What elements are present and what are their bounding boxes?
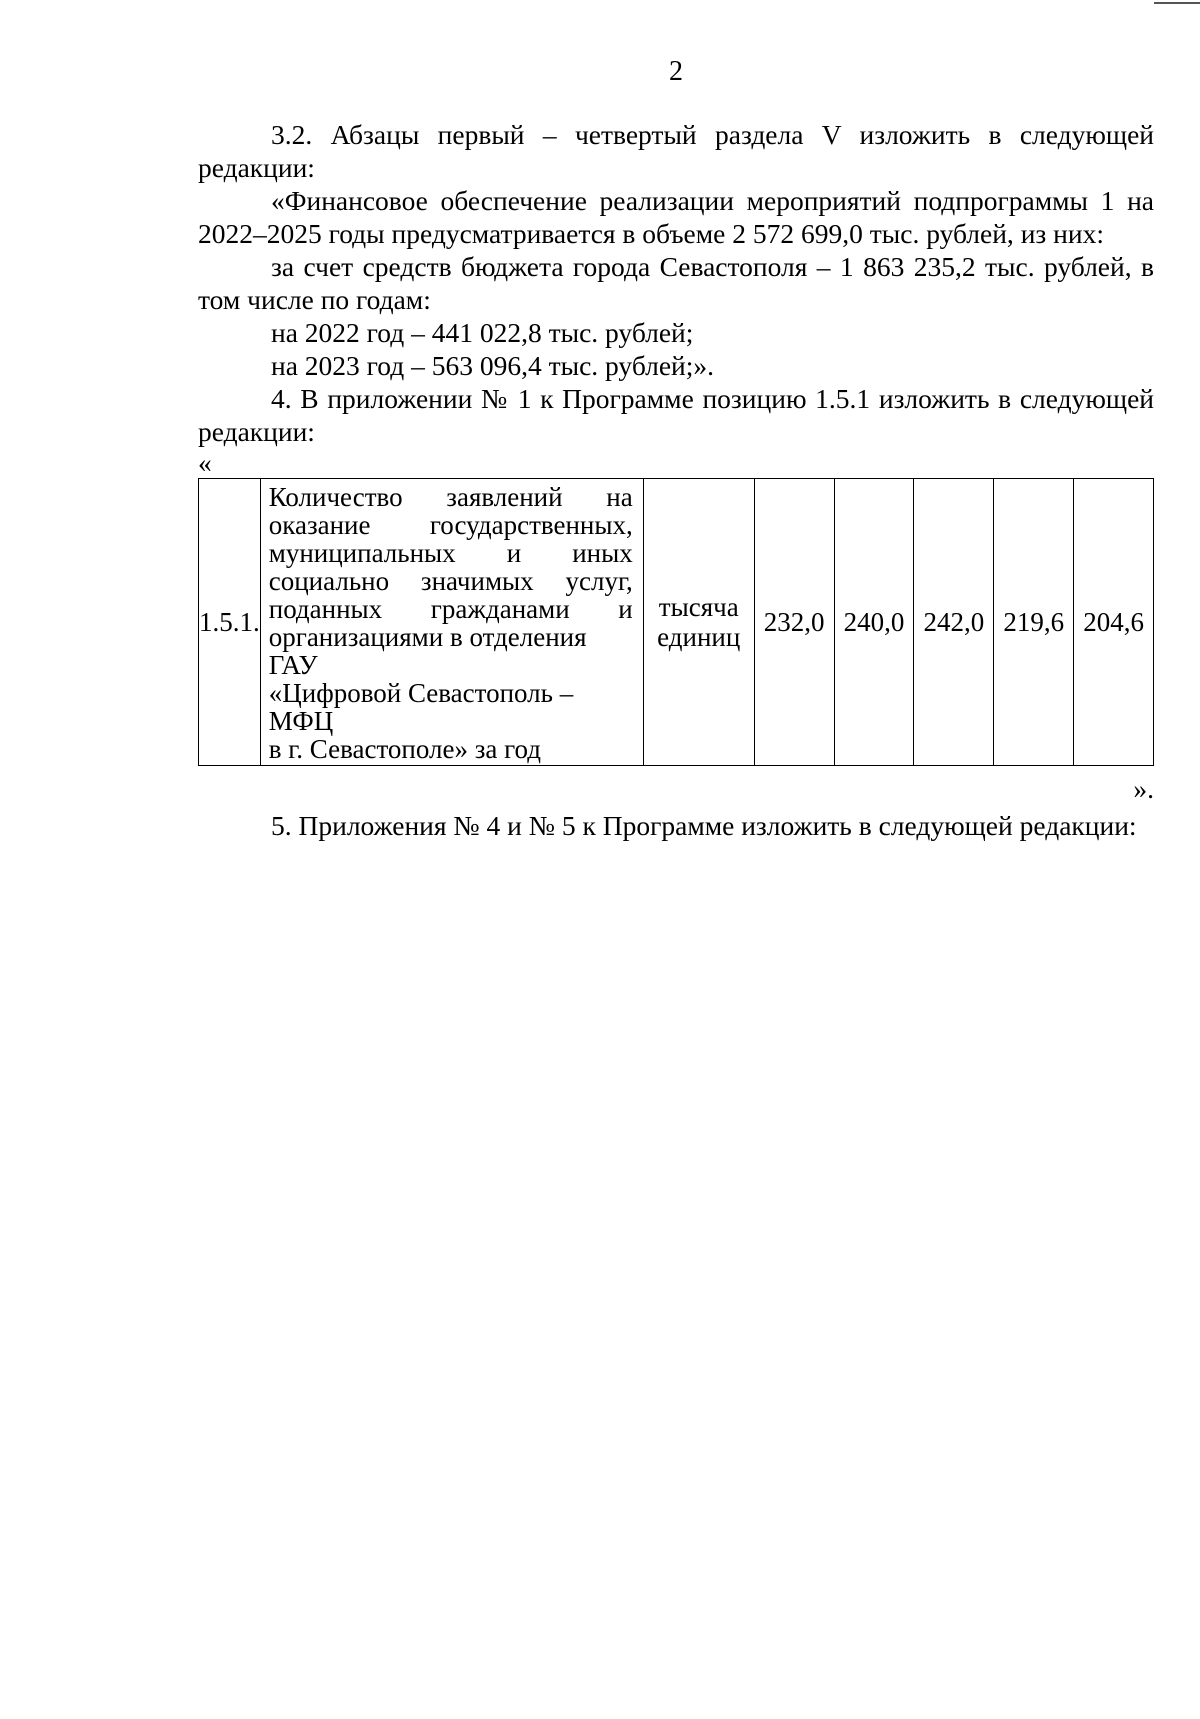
row-name-word: заявлений [446, 482, 563, 512]
row-name-line [269, 735, 633, 763]
indicator-table [198, 478, 1154, 766]
row-value-4: 219,6 [994, 479, 1074, 766]
row-name-word: иных [572, 538, 633, 568]
row-name-word: и [618, 594, 633, 624]
row-name-line [269, 623, 633, 679]
paragraph-budget [198, 250, 1154, 316]
row-name-word: Количество [268, 482, 403, 512]
row-name-line [269, 595, 633, 623]
paragraph-3-2 [198, 118, 1154, 184]
row-unit [643, 479, 754, 766]
row-name-line [269, 483, 633, 511]
paragraph-budget-line1: за счет средств бюджета города Севастополя – 1 863 235,2 тыс. рублей, [271, 251, 1132, 282]
row-value-1: 232,0 [754, 479, 834, 766]
row-name [260, 479, 643, 766]
row-name-word: государственных, [429, 510, 633, 540]
row-name-line [269, 539, 633, 567]
row-name-word: оказание [268, 510, 371, 540]
row-name-text [261, 479, 643, 765]
row-unit-line1: тысяча [658, 592, 739, 622]
row-number: 1.5.1. [199, 479, 261, 766]
table-row [199, 479, 1154, 766]
paragraph-5-line2: редакции: [1019, 810, 1137, 841]
document-body [198, 118, 1154, 842]
paragraph-4 [198, 382, 1154, 448]
paragraph-5-line1: 5. Приложения № 4 и № 5 к Программе изложить в следующей [271, 810, 1013, 841]
row-value-3: 242,0 [914, 479, 994, 766]
row-name-line [269, 567, 633, 595]
row-name-word: поданных [268, 594, 383, 624]
row-name-word: и [506, 538, 522, 568]
row-name-word: значимых [420, 566, 534, 596]
paragraph-budget-line2: в том числе по годам: [198, 251, 1154, 315]
paragraph-5 [198, 809, 1154, 842]
row-name-word: организациями в отделения ГАУ [268, 622, 587, 680]
row-name-word: «Цифровой Севастополь – МФЦ [268, 678, 574, 736]
row-name-word: гражданами [430, 594, 570, 624]
page-number: 2 [669, 56, 683, 87]
paragraph-financing-line2: на 2022–2025 годы предусматривается в объеме 2 572 699,0 тыс. рублей, [198, 185, 1154, 249]
paragraph-financing-line1: «Финансовое обеспечение реализации мероприятий подпрограммы 1 [271, 185, 1115, 216]
row-name-word: социально [268, 566, 390, 596]
row-value-2: 240,0 [834, 479, 914, 766]
quote-open: « [198, 447, 212, 478]
row-name-word: на [606, 482, 633, 512]
year-2022-line: на 2022 год – 441 022,8 тыс. рублей; [271, 317, 694, 348]
row-unit-line2: единиц [657, 622, 741, 652]
paragraph-3-2-line1: 3.2. Абзацы первый – четвертый раздела V изложить в следующей [271, 119, 1154, 150]
row-name-line [269, 679, 633, 735]
paragraph-financing-line3: из них: [1020, 218, 1104, 249]
year-2023-line: на 2023 год – 563 096,4 тыс. рублей;». [271, 350, 715, 381]
paragraph-financing [198, 184, 1154, 250]
paragraph-4-line2: редакции: [198, 416, 315, 447]
quote-close: ». [1133, 773, 1154, 804]
corner-mark [1154, 2, 1200, 4]
row-name-word: в г. Севастополе» за год [268, 734, 541, 764]
row-value-5: 204,6 [1074, 479, 1154, 766]
paragraph-4-line1: 4. В приложении № 1 к Программе позицию 1.5.1 изложить в следующей [271, 383, 1154, 414]
row-name-line [269, 511, 633, 539]
row-name-word: услуг, [565, 566, 633, 596]
row-name-word: муниципальных [268, 538, 456, 568]
paragraph-3-2-line2: редакции: [198, 152, 315, 183]
